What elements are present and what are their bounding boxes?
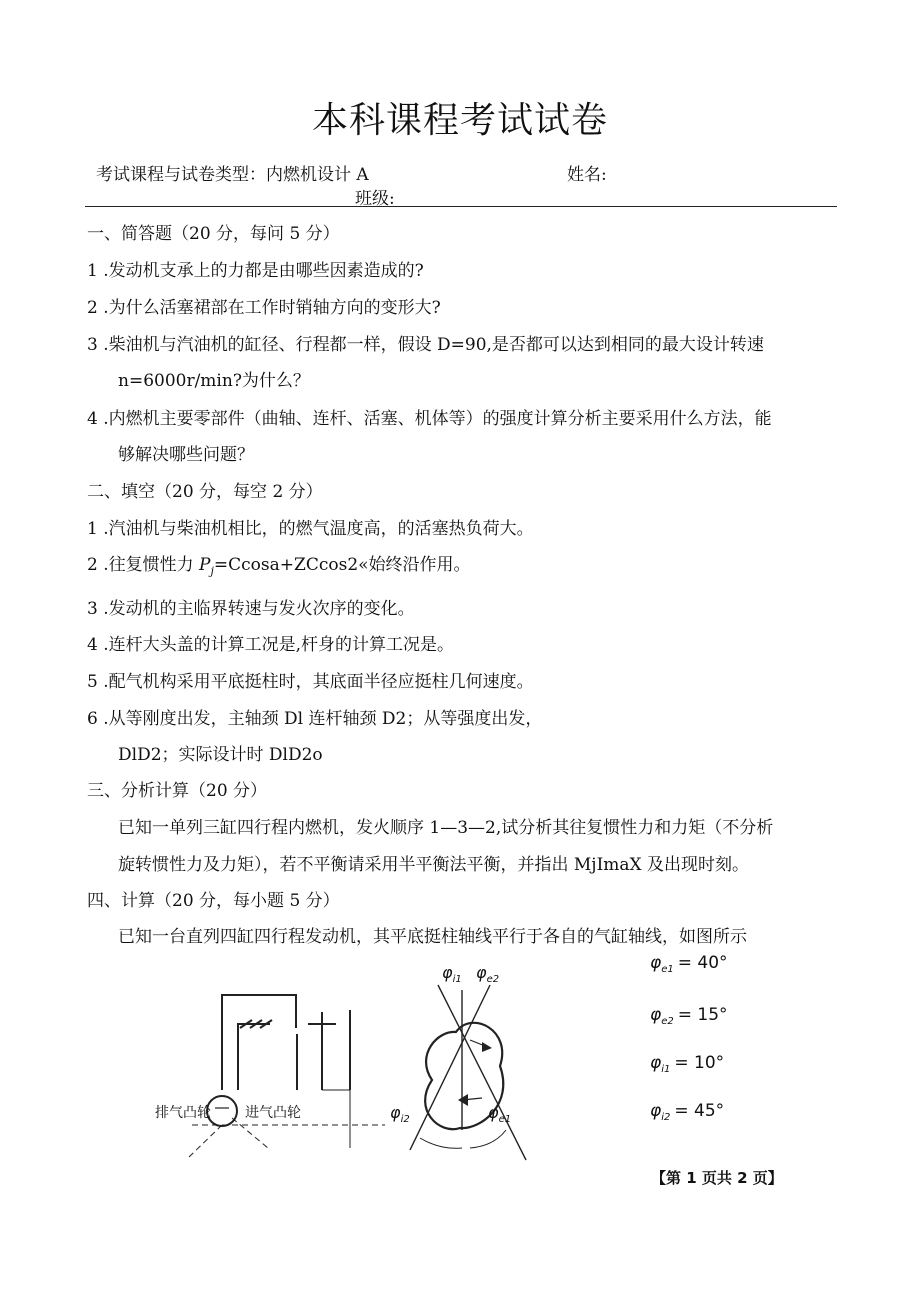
section2-heading: 二、填空（20 分，每空 2 分） [87, 482, 323, 502]
section4-heading: 四、计算（20 分，每小题 5 分） [87, 891, 340, 911]
section2-q3: 3 .发动机的主临界转速与发火次序的变化。 [87, 599, 415, 619]
phi-i2-sub: i2 [400, 1114, 410, 1125]
section1-q4-line2: 够解决哪些问题？ [118, 445, 254, 465]
section1-q3-line1: 3 .柴油机与汽油机的缸径、行程都一样，假设 D=90,是否都可以达到相同的最大设计转速 [87, 335, 764, 355]
section1-heading: 一、简答题（20 分，每问 5 分） [87, 224, 340, 244]
section2-q4: 4 .连杆大头盖的计算工况是,杆身的计算工况是。 [87, 635, 455, 655]
val-i1-sub: i1 [661, 1064, 671, 1075]
intake-cam-label: 进气凸轮 [245, 1105, 301, 1121]
val-e1-symbol: φ [650, 953, 662, 973]
phi-e2-value [650, 1005, 728, 1027]
course-label: 考试课程与试卷类型：内燃机设计 A [96, 165, 369, 185]
header-rule [85, 206, 837, 207]
phi-i2-value [650, 1101, 724, 1123]
val-e2-eq: = 15° [677, 1005, 728, 1025]
phi-e2-symbol: φ [476, 963, 487, 982]
phi-e1-value [650, 953, 728, 975]
section1-q1: 1 .发动机支承上的力都是由哪些因素造成的? [87, 261, 424, 281]
section2-q6-line2: DlD2；实际设计时 DlD2o [118, 745, 323, 765]
inertia-force-subscript: j [210, 564, 214, 578]
section3-heading: 三、分析计算（20 分） [87, 781, 268, 801]
val-e2-symbol: φ [650, 1005, 662, 1025]
val-e2-sub: e2 [661, 1016, 674, 1027]
page-footer: 【第 1 页共 2 页】 [651, 1169, 783, 1187]
phi-i2-symbol: φ [390, 1103, 401, 1122]
cam-timing-diagram [410, 985, 526, 1160]
section2-q5: 5 .配气机构采用平底挺柱时，其底面半径应挺柱几何速度。 [87, 672, 534, 692]
val-e1-eq: = 40° [677, 953, 728, 973]
cam-mechanism-figure [0, 950, 920, 1170]
section3-para-line1: 已知一单列三缸四行程内燃机，发火顺序 1—3—2,试分析其往复惯性力和力矩（不分析 [118, 818, 774, 838]
phi-i1-sub: i1 [452, 974, 462, 985]
val-i1-eq: = 10° [674, 1053, 725, 1073]
class-label: 班级: [355, 189, 395, 209]
section3-para-line2: 旋转惯性力及力矩），若不平衡请采用半平衡法平衡，并指出 MjImaX 及出现时刻。 [118, 855, 750, 875]
phi-i1-value [650, 1053, 724, 1075]
val-i2-sub: i2 [661, 1112, 671, 1123]
section2-q2-suffix: =Ccosa+ZCcos2«始终沿作用。 [213, 555, 471, 575]
phi-i1-symbol: φ [442, 963, 453, 982]
section4-para: 已知一台直列四缸四行程发动机，其平底挺柱轴线平行于各自的气缸轴线，如图所示 [118, 927, 747, 947]
inertia-force-symbol: P [199, 555, 211, 575]
section2-q6-line1: 6 .从等刚度出发，主轴颈 Dl 连杆轴颈 D2；从等强度出发， [87, 709, 543, 729]
val-i2-eq: = 45° [674, 1101, 725, 1121]
val-i2-symbol: φ [650, 1101, 662, 1121]
val-e1-sub: e1 [661, 964, 674, 975]
phi-e1-sub: e1 [498, 1114, 512, 1125]
phi-i1-label [442, 963, 462, 985]
exam-title: 本科课程考试试卷 [311, 100, 608, 141]
section2-q1: 1 .汽油机与柴油机相比，的燃气温度高，的活塞热负荷大。 [87, 519, 534, 539]
section1-q4-line1: 4 .内燃机主要零部件（曲轴、连杆、活塞、机体等）的强度计算分析主要采用什么方法，能 [87, 409, 772, 429]
phi-e1-symbol: φ [488, 1103, 499, 1122]
section1-q2: 2 .为什么活塞裙部在工作时销轴方向的变形大? [87, 298, 441, 318]
val-i1-symbol: φ [650, 1053, 662, 1073]
valve-train-sketch [188, 995, 385, 1158]
phi-e2-label [476, 963, 499, 985]
name-label: 姓名: [567, 165, 607, 185]
phi-i2-label [390, 1103, 410, 1125]
phi-e2-sub: e2 [486, 974, 500, 985]
section1-q3-line2: n=6000r∕min?为什么？ [118, 371, 310, 391]
section2-q2-prefix: 2 .往复惯性力 [87, 555, 194, 575]
exhaust-cam-label: 排气凸轮 [155, 1105, 211, 1121]
section2-q2 [87, 550, 471, 577]
